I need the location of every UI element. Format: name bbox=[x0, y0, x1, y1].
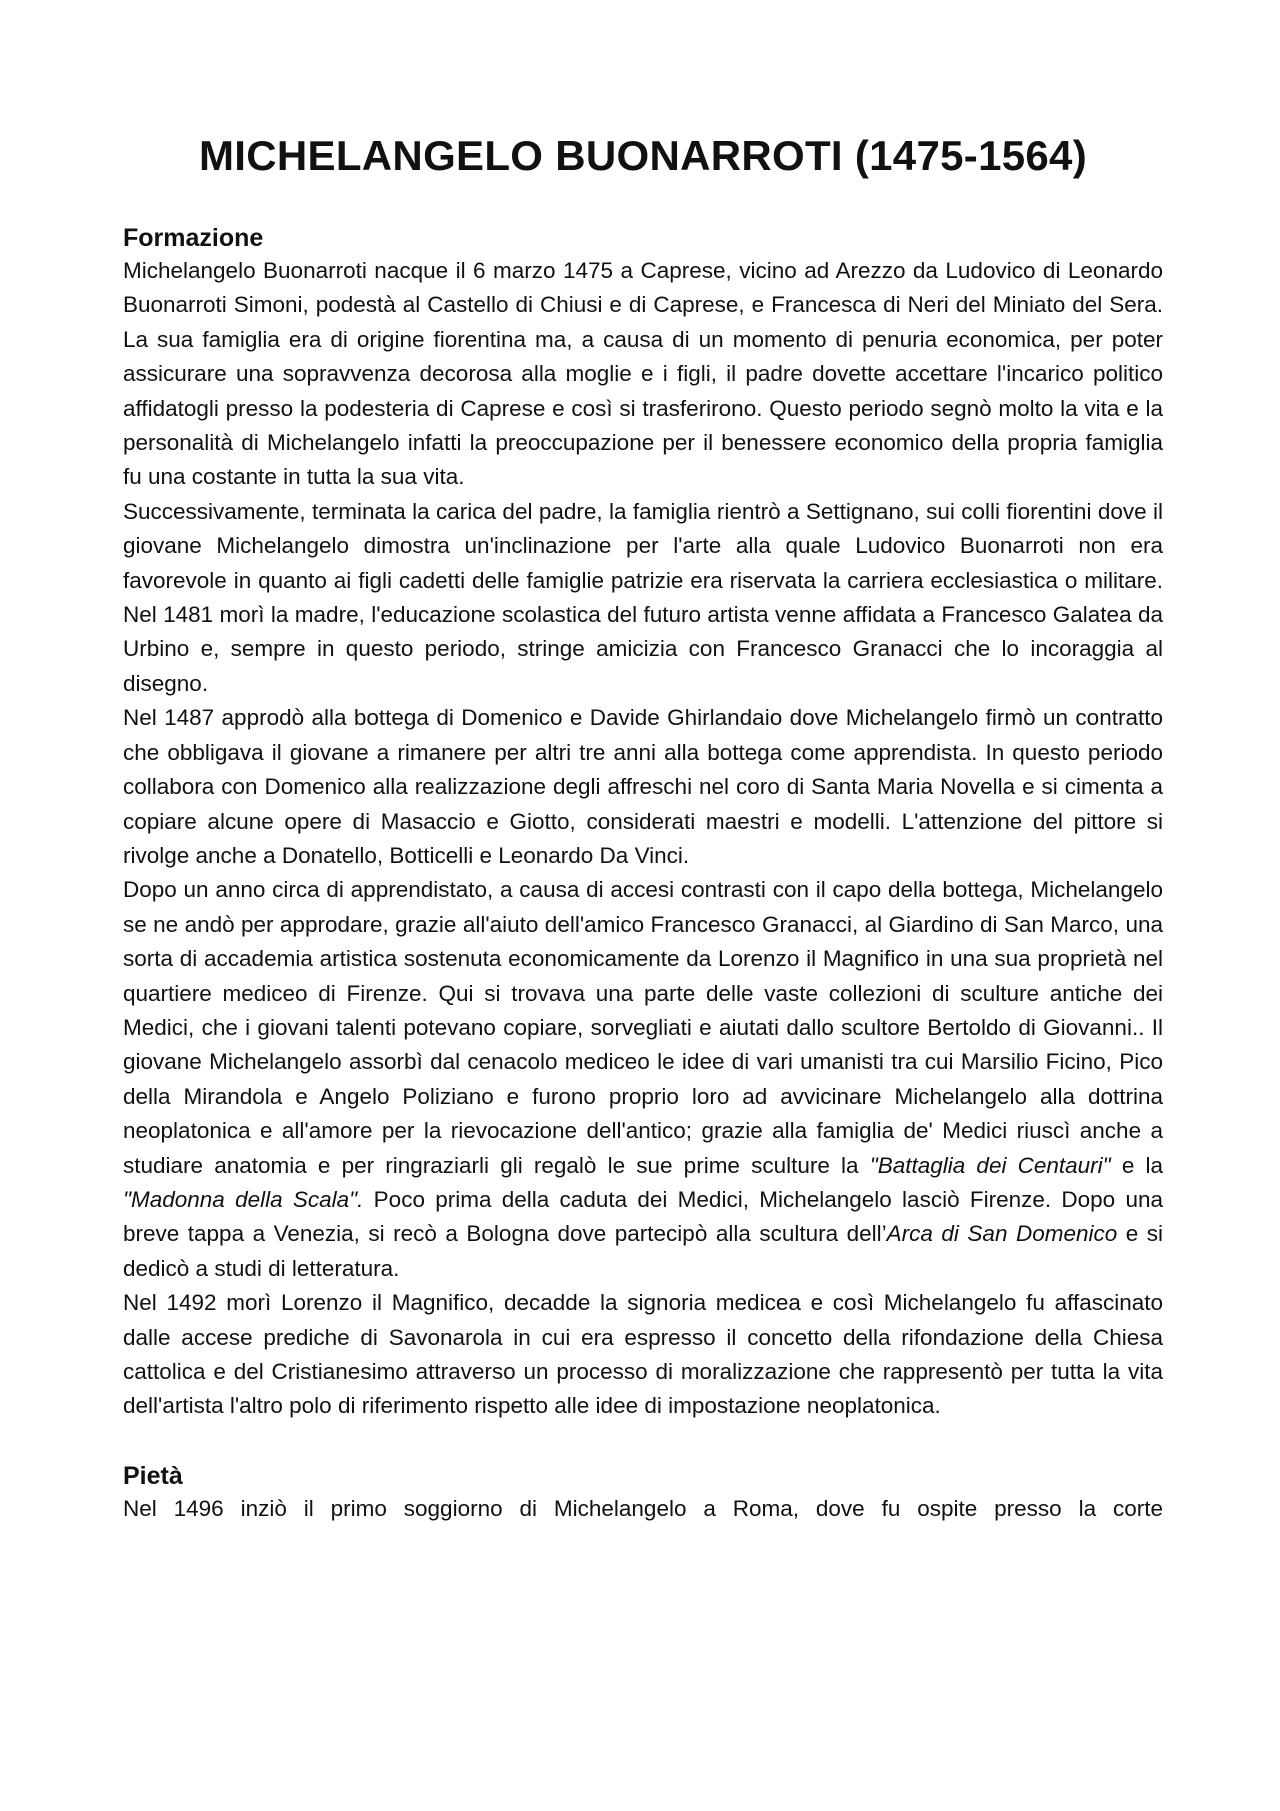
section-heading-formazione: Formazione bbox=[123, 224, 264, 252]
paragraph bbox=[123, 873, 1163, 1286]
section-heading-pieta: Pietà bbox=[123, 1461, 183, 1490]
section-formazione bbox=[123, 222, 1163, 1424]
paragraph: Nel 1487 approdò alla bottega di Domenico e Davide Ghirlandaio dove Michelangelo firmò un contratto che obbligava il giovane a rimanere per altri tre anni alla bottega come apprendista. In questo periodo collabora con Domenico alla realizzazione degli affreschi nel coro di Santa Maria Novella e si cimenta a copiare alcune opere di Masaccio e Giotto, considerati maestri e modelli. L'attenzione del pittore si rivolge anche a Donatello, Botticelli e Leonardo Da Vinci. bbox=[123, 705, 1163, 868]
work-title: Arca di San Domenico bbox=[886, 1221, 1118, 1247]
document-page bbox=[123, 0, 1163, 1526]
work-title: "Madonna della Scala". bbox=[123, 1186, 364, 1212]
paragraph: Michelangelo Buonarroti nacque il 6 marzo 1475 a Caprese, vicino ad Arezzo da Ludovico di Leonardo Buonarroti Simoni, podestà al Castello di Chiusi e di Caprese, e Francesca di Neri del Miniato del Sera. La sua famiglia era di origine fiorentina ma, a causa di un momento di penuria economica, per poter assicurare una sopravvenza decorosa alla moglie e i figli, il padre dovette accettare l'incarico politico affidatogli presso la podesteria di Caprese e così si trasferirono. Questo periodo segnò molto la vita e la personalità di Michelangelo infatti la preoccupazione per il benessere economico della propria famiglia fu una costante in tutta la sua vita. bbox=[123, 258, 1163, 490]
paragraph-text: Dopo un anno circa di apprendistato, a causa di accesi contrasti con il capo della bottega, Michelangelo se ne andò per approdare, grazie all'aiuto dell'amico Francesco Granacci, al Giardino di San Marco, una sorta di accademia artistica sostenuta economicamente da Lorenzo il Magnifico in una sua proprietà nel quartiere mediceo di Firenze. Qui si trovava una parte delle vaste collezioni di sculture antiche dei Medici, che i giovani talenti potevano copiare, sorvegliati e aiutati dallo scultore Bertoldo di Giovanni.. Il giovane Michelangelo assorbì dal cenacolo mediceo le idee di vari umanisti tra cui Marsilio Ficino, Pico della Mirandola e Angelo Poliziano e furono proprio loro ad avvicinare Michelangelo alla dottrina neoplatonica e all'amore per la rievocazione dell'antico; grazie alla famiglia de' Medici riuscì anche a studiare anatomia e per ringraziarli gli regalò le sue prime sculture la bbox=[123, 877, 1163, 1178]
paragraph: Nel 1496 inziò il primo soggiorno di Michelangelo a Roma, dove fu ospite presso la corte bbox=[123, 1495, 1163, 1521]
document-title: MICHELANGELO BUONARROTI (1475-1564) bbox=[199, 132, 1087, 179]
section-pieta bbox=[123, 1460, 1163, 1526]
work-title: "Battaglia dei Centauri" bbox=[869, 1152, 1111, 1178]
paragraph-text: e si dedicò a studi di letteratura. bbox=[123, 1221, 1164, 1281]
paragraph-text: e la bbox=[1110, 1152, 1163, 1178]
paragraph: Successivamente, terminata la carica del padre, la famiglia rientrò a Settignano, sui colli fiorentini dove il giovane Michelangelo dimostra un'inclinazione per l'arte alla quale Ludovico Buonarroti non era favorevole in quanto ai figli cadetti delle famiglie patrizie era riservata la carriera ecclesiastica o militare. Nel 1481 morì la madre, l'educazione scolastica del futuro artista venne affidata a Francesco Galatea da Urbino e, sempre in questo periodo, stringe amicizia con Francesco Granacci che lo incoraggia al disegno. bbox=[123, 498, 1163, 696]
paragraph-text: Poco prima della caduta dei Medici, Michelangelo lasciò Firenze. Dopo una breve tappa a Venezia, si recò a Bologna dove partecipò alla scultura dell’ bbox=[123, 1186, 1163, 1247]
paragraph: Nel 1492 morì Lorenzo il Magnifico, decadde la signoria medicea e così Michelangelo fu affascinato dalle accese prediche di Savonarola in cui era espresso il concetto della rifondazione della Chiesa cattolica e del Cristianesimo attraverso un processo di moralizzazione che rappresentò per tutta la vita dell'artista l'altro polo di riferimento rispetto alle idee di impostazione neoplatonica. bbox=[123, 1290, 1163, 1419]
